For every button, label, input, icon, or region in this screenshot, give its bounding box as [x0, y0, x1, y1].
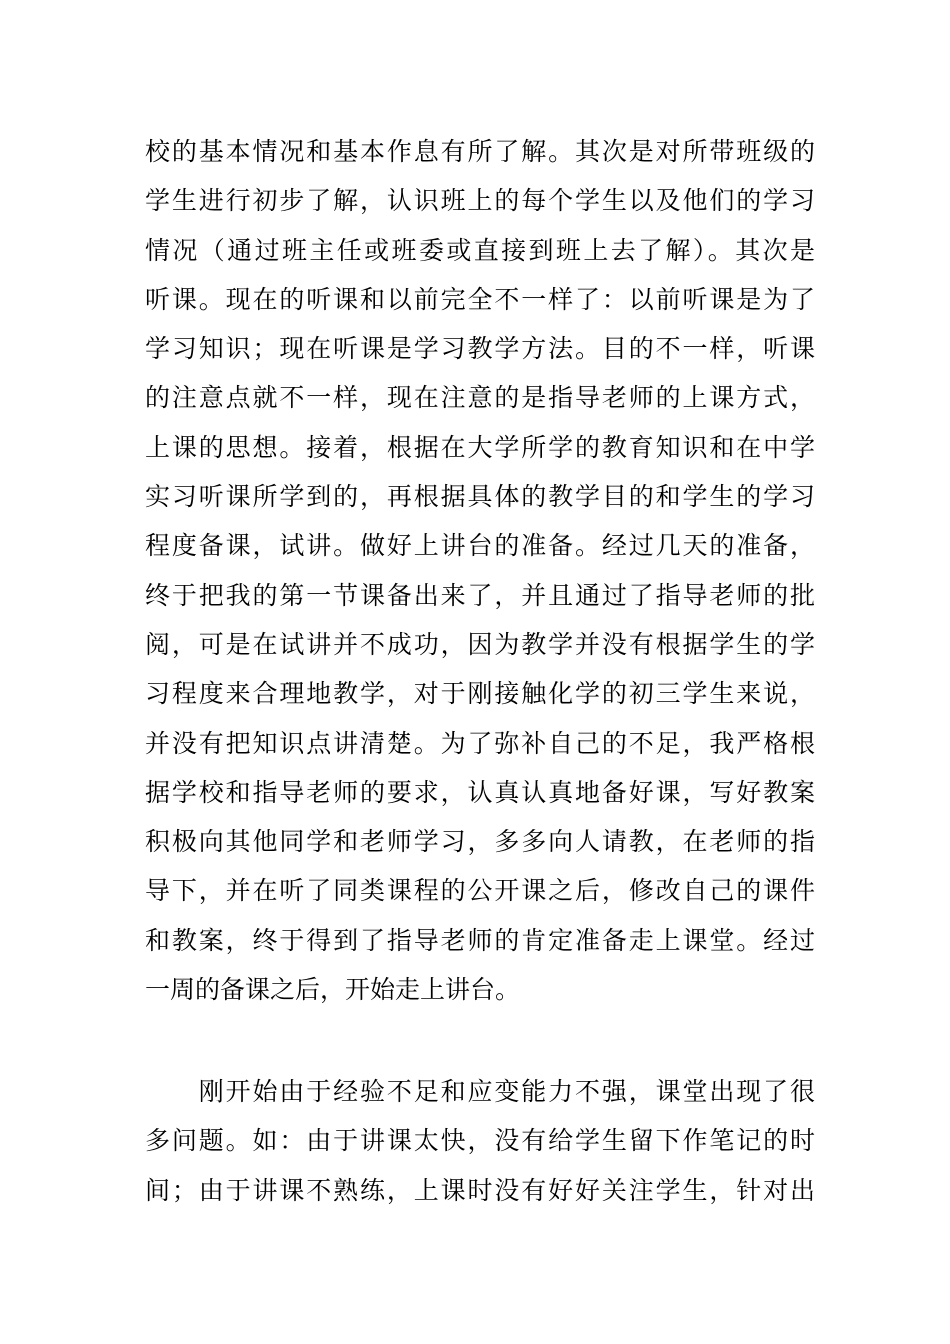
paragraph-1-line: 积极向其他同学和老师学习，多多向人请教，在老师的指: [145, 827, 815, 857]
paragraph-1-line: 导下，并在听了同类课程的公开课之后，修改自己的课件: [145, 876, 815, 906]
paragraph-1-line: 校的基本情况和基本作息有所了解。其次是对所带班级的: [145, 137, 815, 166]
paragraph-1-line: 程度备课，试讲。做好上讲台的准备。经过几天的准备，: [145, 531, 815, 561]
paragraph-1-line: 学习知识；现在听课是学习教学方法。目的不一样，听课: [145, 334, 815, 364]
paragraph-1-line: 并没有把知识点讲清楚。为了弥补自己的不足，我严格根: [145, 728, 815, 758]
paragraph-2: [145, 1067, 815, 1215]
paragraph-1-line: 学生进行初步了解，认识班上的每个学生以及他们的学习: [145, 186, 815, 216]
paragraph-2-line: 间；由于讲课不熟练，上课时没有好好关注学生，针对出: [145, 1175, 815, 1205]
paragraph-1-line: 终于把我的第一节课备出来了，并且通过了指导老师的批: [145, 580, 815, 610]
paragraph-1-line: 一周的备课之后，开始走上讲台。: [145, 975, 521, 1005]
paragraph-1-line: 习程度来合理地教学，对于刚接触化学的初三学生来说，: [145, 679, 815, 709]
paragraph-2-line: 多问题。如：由于讲课太快，没有给学生留下作笔记的时: [145, 1126, 815, 1156]
paragraph-1-line: 实习听课所学到的，再根据具体的教学目的和学生的学习: [145, 482, 815, 512]
paragraph-1-line: 情况（通过班主任或班委或直接到班上去了解）。其次是: [145, 235, 815, 265]
paragraph-2-line: 刚开始由于经验不足和应变能力不强，课堂出现了很: [145, 1077, 815, 1106]
paragraph-1-line: 听课。现在的听课和以前完全不一样了：以前听课是为了: [145, 284, 815, 314]
paragraph-1: [145, 127, 815, 1014]
paragraph-1-line: 阅，可是在试讲并不成功，因为教学并没有根据学生的学: [145, 629, 815, 659]
paragraph-1-line: 据学校和指导老师的要求，认真认真地备好课，写好教案: [145, 777, 815, 807]
paragraph-1-line: 和教案，终于得到了指导老师的肯定准备走上课堂。经过: [145, 925, 815, 955]
paragraph-1-line: 的注意点就不一样，现在注意的是指导老师的上课方式，: [145, 383, 815, 413]
paragraph-1-line: 上课的思想。接着，根据在大学所学的教育知识和在中学: [145, 432, 815, 462]
